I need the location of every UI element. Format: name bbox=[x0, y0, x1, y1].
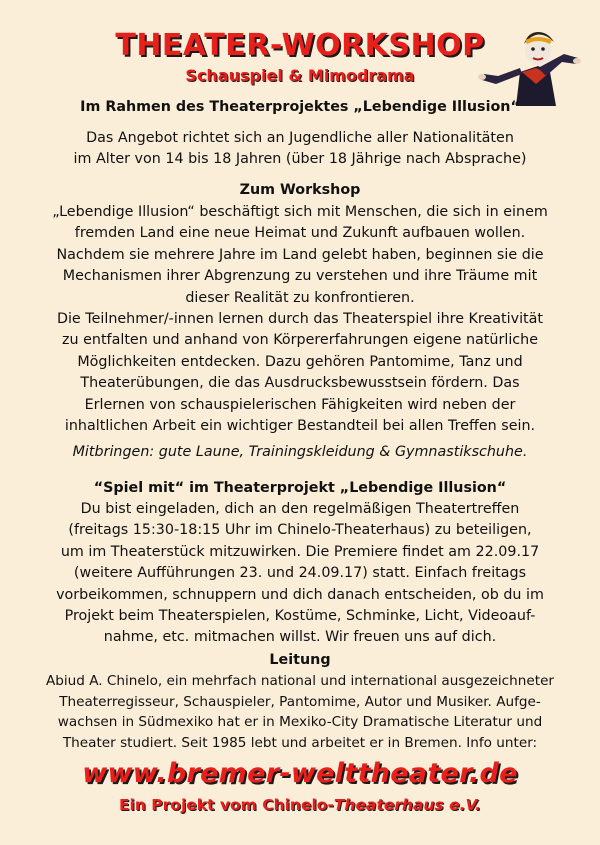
spielmit-paragraph bbox=[12, 499, 588, 649]
text-line: um im Theaterstück mitzuwirken. Die Premiere findet am 22.09.17 bbox=[60, 543, 540, 560]
text-line: Die Teilnehmer/-innen lernen durch das Theaterspiel ihre Kreativität bbox=[56, 311, 544, 328]
project-credit-org: Theaterhaus e.V. bbox=[333, 796, 482, 814]
text-line: fremden Land eine neue Heimat und Zukunft aufbauen wollen. bbox=[74, 225, 526, 242]
text-line: zu entfalten und anhand von Körpererfahrungen eigene natürliche bbox=[61, 332, 539, 349]
intro-line-2: im Alter von 14 bis 18 Jahren (über 18 Jährige nach Absprache) bbox=[73, 151, 527, 167]
text-line: Möglichkeiten entdecken. Dazu gehören Pantomime, Tanz und bbox=[77, 353, 523, 370]
text-line: wachsen in Südmexiko hat er in Mexiko-City Dramatische Literatur und bbox=[57, 714, 543, 730]
text-line: Mechanismen ihrer Abgrenzung zu verstehen und ihre Träume mit bbox=[62, 268, 538, 285]
text-line: (weitere Aufführungen 23. und 24.09.17) statt. Einfach freitags bbox=[73, 565, 527, 582]
text-line: Theaterübungen, die das Ausdrucksbewusstsein fördern. Das bbox=[80, 375, 520, 392]
spielmit-heading: “Spiel mit“ im Theaterprojekt „Lebendige Illusion“ bbox=[93, 480, 507, 496]
intro-line-1: Das Angebot richtet sich an Jugendliche aller Nationalitäten bbox=[86, 130, 514, 146]
text-line: (freitags 15:30-18:15 Uhr im Chinelo-Theaterhaus) zu beteiligen, bbox=[68, 522, 532, 539]
leitung-paragraph bbox=[12, 671, 588, 753]
text-line: Theater studiert. Seit 1985 lebt und arbeitet er in Bremen. Info unter: bbox=[62, 734, 538, 751]
text-line: vorbeikommen, schnuppern und dich danach entscheiden, ob du im bbox=[56, 586, 544, 603]
text-line: dieser Realität zu konfrontieren. bbox=[185, 289, 415, 306]
text-line: Abiud A. Chinelo, ein mehrfach national und international ausgezeichneter bbox=[45, 673, 555, 689]
workshop-paragraph bbox=[12, 202, 588, 437]
project-credit bbox=[0, 796, 600, 814]
intro-heading: Im Rahmen des Theaterprojektes „Lebendige Illusion“ bbox=[80, 99, 520, 115]
text-line: Projekt beim Theaterspielen, Kostüme, Schminke, Licht, Videoauf- bbox=[64, 608, 536, 625]
text-line: Du bist eingeladen, dich an den regelmäßigen Theatertreffen bbox=[80, 501, 520, 517]
workshop-heading: Zum Workshop bbox=[239, 182, 361, 198]
poster-subtitle: Schauspiel & Mimodrama bbox=[185, 66, 415, 85]
leitung-heading: Leitung bbox=[269, 652, 331, 668]
website-url[interactable]: www.bremer-welttheater.de bbox=[82, 758, 518, 789]
text-line: Erlernen von schauspielerischen Fähigkeiten wird neben der bbox=[84, 396, 516, 413]
performer-photo bbox=[476, 14, 582, 106]
text-line: nahme, etc. mitmachen willst. Wir freuen uns auf dich. bbox=[103, 629, 497, 646]
text-line: „Lebendige Illusion“ beschäftigt sich mit Menschen, die sich in einem bbox=[52, 204, 548, 220]
text-line: Nachdem sie mehrere Jahre im Land gelebt haben, beginnen sie die bbox=[56, 246, 544, 263]
project-credit-prefix: Ein Projekt vom Chinelo- bbox=[118, 796, 334, 814]
text-line: inhaltlichen Arbeit ein wichtiger Bestandteil bei allen Treffen sein. bbox=[64, 418, 536, 435]
text-line: Theaterregisseur, Schauspieler, Pantomime, Autor und Musiker. Aufge- bbox=[59, 693, 541, 710]
bring-line: Mitbringen: gute Laune, Trainingskleidung & Gymnastikschuhe. bbox=[72, 444, 528, 460]
poster-title: THEATER-WORKSHOP bbox=[115, 28, 485, 63]
